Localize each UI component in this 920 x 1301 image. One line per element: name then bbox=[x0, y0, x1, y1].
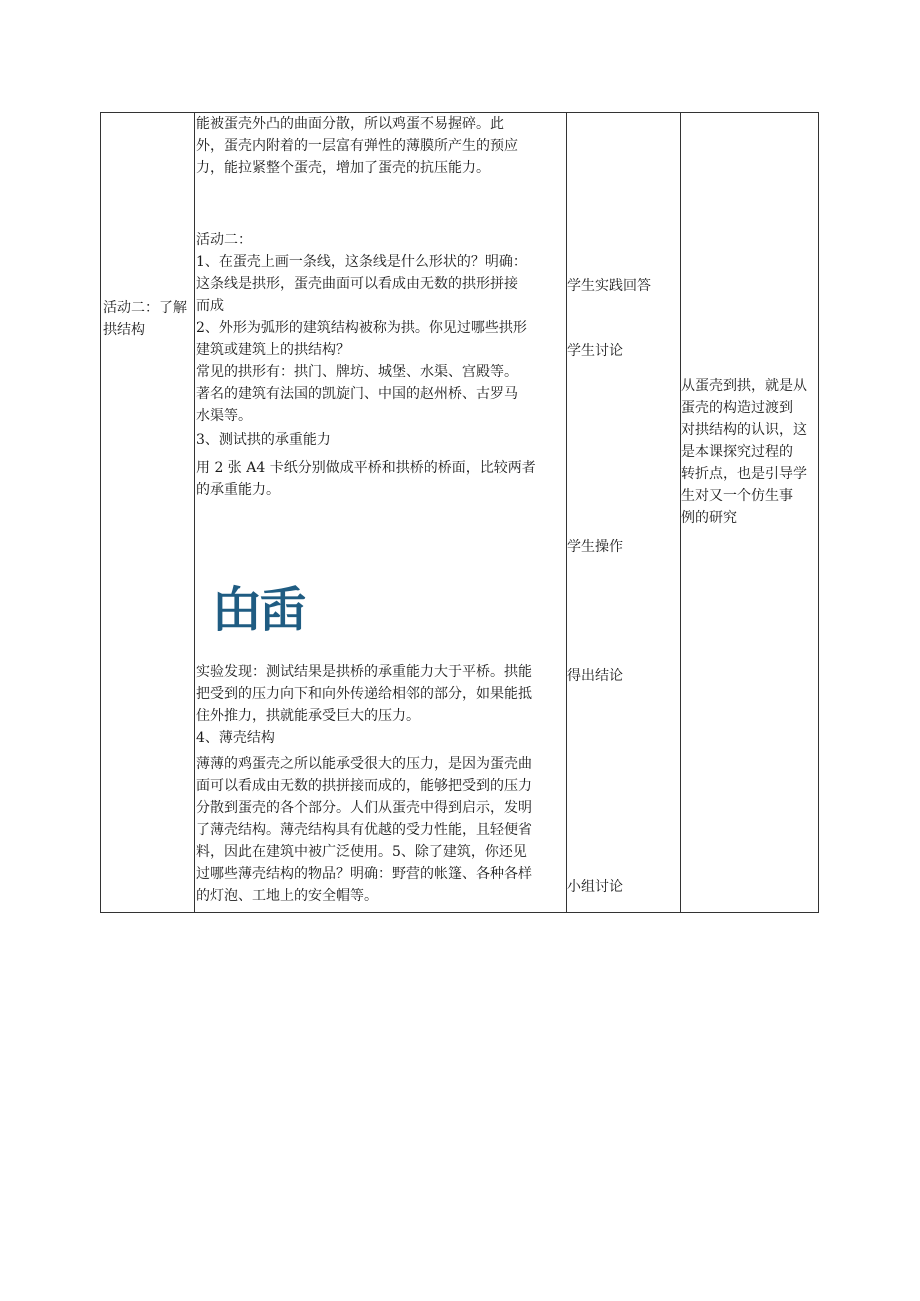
intro-line: 力，能拉紧整个蛋壳，增加了蛋壳的抗压能力。 bbox=[196, 160, 490, 176]
item3-title: 3、测试拱的承重能力 bbox=[196, 432, 331, 448]
design-line: 对拱结构的认识，这 bbox=[681, 422, 807, 438]
item1-line: 1、在蛋壳上画一条线，这条线是什么形状的？明确： bbox=[196, 254, 527, 270]
item4-line: 薄薄的鸡蛋壳之所以能承受很大的压力，是因为蛋壳曲 bbox=[196, 756, 532, 772]
finding-line: 住外推力，拱就能承受巨大的压力。 bbox=[196, 708, 420, 724]
item4-line: 料，因此在建筑中被广泛使用。5、除了建筑，你还见 bbox=[196, 844, 527, 860]
item1-line: 而成 bbox=[196, 298, 224, 314]
activity-label: 活动二：了解拱结构 bbox=[103, 300, 187, 338]
item2-line: 建筑或建筑上的拱结构？ bbox=[196, 342, 350, 358]
item2-line: 水渠等。 bbox=[196, 408, 252, 424]
item4-line: 的灯泡、工地上的安全帽等。 bbox=[196, 888, 378, 904]
lesson-table bbox=[100, 112, 819, 913]
design-line: 从蛋壳到拱，就是从 bbox=[681, 378, 807, 394]
findings bbox=[196, 661, 568, 907]
bridge-figure: 甶臿 bbox=[213, 582, 306, 638]
item3-line: 用 2 张 A4 卡纸分别做成平桥和拱桥的桥面，比较两者 bbox=[196, 460, 536, 476]
design-line: 转折点，也是引导学 bbox=[681, 466, 807, 482]
item4-line: 分散到蛋壳的各个部分。人们从蛋壳中得到启示，发明 bbox=[196, 800, 532, 816]
item2-line: 2、外形为弧形的建筑结构被称为拱。你见过哪些拱形 bbox=[196, 320, 527, 336]
student-activity: 学生讨论 bbox=[567, 343, 623, 359]
student-activity: 学生实践回答 bbox=[567, 278, 651, 294]
activity-title: 活动二： bbox=[196, 232, 252, 248]
item1-line: 这条线是拱形，蛋壳曲面可以看成由无数的拱形拼接 bbox=[196, 276, 518, 292]
teaching-content bbox=[196, 113, 568, 501]
design-line: 例的研究 bbox=[681, 510, 737, 526]
design-line: 蛋壳的构造过渡到 bbox=[681, 400, 793, 416]
design-line: 生对又一个仿生事 bbox=[681, 488, 793, 504]
finding-line: 实验发现：测试结果是拱桥的承重能力大于平桥。拱能 bbox=[196, 664, 532, 680]
intro-line: 外，蛋壳内附着的一层富有弹性的薄膜所产生的预应 bbox=[196, 138, 518, 154]
student-activity: 学生操作 bbox=[567, 539, 623, 555]
design-intent bbox=[681, 375, 817, 529]
item3-line: 的承重能力。 bbox=[196, 482, 280, 498]
item4-title: 4、薄壳结构 bbox=[196, 730, 275, 746]
intro-line: 能被蛋壳外凸的曲面分散，所以鸡蛋不易握碎。此 bbox=[196, 116, 504, 132]
column-divider bbox=[194, 113, 195, 912]
design-line: 是本课探究过程的 bbox=[681, 444, 793, 460]
item4-line: 过哪些薄壳结构的物品？明确：野营的帐篷、各种各样 bbox=[196, 866, 532, 882]
student-activity: 小组讨论 bbox=[567, 879, 623, 895]
item2-line: 著名的建筑有法国的凯旋门、中国的赵州桥、古罗马 bbox=[196, 386, 518, 402]
student-activity: 得出结论 bbox=[567, 668, 623, 684]
item4-line: 了薄壳结构。薄壳结构具有优越的受力性能，且轻便省 bbox=[196, 822, 532, 838]
finding-line: 把受到的压力向下和向外传递给相邻的部分，如果能抵 bbox=[196, 686, 532, 702]
item2-line: 常见的拱形有：拱门、牌坊、城堡、水渠、宫殿等。 bbox=[196, 364, 518, 380]
item4-line: 面可以看成由无数的拱拼接而成的，能够把受到的压力 bbox=[196, 778, 532, 794]
